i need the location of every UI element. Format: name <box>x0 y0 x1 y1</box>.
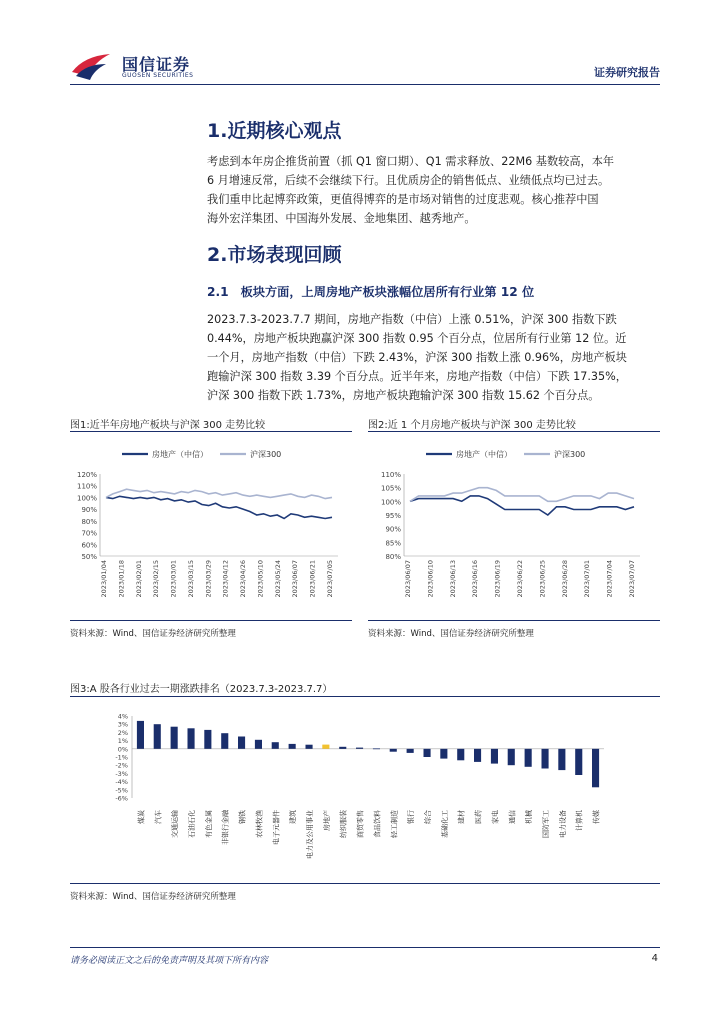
y-tick-label: 110% <box>76 482 97 491</box>
x-tick-label: 2023/01/04 <box>100 560 108 598</box>
figure-3-title: 图3:A 股各行业过去一期涨跌排名（2023.7.3-2023.7.7） <box>70 684 333 695</box>
bar-4 <box>204 730 211 749</box>
guosen-logo-icon <box>70 50 118 82</box>
bar-6 <box>238 737 245 749</box>
y-tick-label: -4% <box>115 778 128 787</box>
y-tick-label: -3% <box>115 769 128 778</box>
x-tick-label: 2023/05/10 <box>256 560 265 598</box>
x-tick-label: 2023/06/10 <box>426 560 435 598</box>
bar-1 <box>154 724 161 749</box>
figure-1-bottom-rule <box>70 620 352 621</box>
category-label: 电力设备 <box>558 810 567 838</box>
x-tick-label: 2023/06/07 <box>291 560 300 598</box>
category-label: 有色金属 <box>204 810 213 838</box>
x-tick-label: 2023/06/19 <box>493 560 502 598</box>
y-tick-label: -5% <box>115 786 128 795</box>
x-tick-label: 2023/07/04 <box>605 560 614 598</box>
category-label: 房地产 <box>322 810 331 831</box>
figure-3-source: 资料来源：Wind、国信证券经济研究所整理 <box>70 892 236 902</box>
bar-2 <box>171 727 178 749</box>
category-label: 机械 <box>525 810 534 824</box>
y-tick-label: 70% <box>81 529 97 538</box>
category-label: 银行 <box>407 810 416 824</box>
logo-text-cn: 国信证券 <box>122 55 191 74</box>
bar-24 <box>542 749 549 769</box>
x-tick-label: 2023/03/01 <box>169 560 178 598</box>
category-label: 煤炭 <box>137 810 146 824</box>
y-tick-label: -1% <box>115 753 128 762</box>
paragraph-line: 沪深 300 指数下跌 1.73%，房地产板块跑输沪深 300 指数 15.62 个百分点。 <box>207 389 600 402</box>
y-tick-label: 100% <box>380 498 401 507</box>
bar-11 <box>322 745 329 749</box>
y-tick-label: 0% <box>117 745 128 754</box>
x-tick-label: 2023/03/15 <box>186 560 195 598</box>
bar-8 <box>272 742 279 749</box>
category-label: 基础化工 <box>440 810 449 838</box>
bar-12 <box>339 747 346 749</box>
category-label: 通信 <box>508 810 517 824</box>
header-divider <box>70 84 660 85</box>
paragraph-line: 2023.7.3-2023.7.7 期间，房地产指数（中信）上涨 0.51%，沪深 300 指数下跌 <box>207 313 617 326</box>
section-1-title: 1.近期核心观点 <box>207 120 342 142</box>
figure-3-title-rule <box>70 696 660 697</box>
bar-17 <box>424 749 431 757</box>
category-label: 纺织服装 <box>339 810 348 838</box>
x-tick-label: 2023/06/21 <box>308 560 317 598</box>
paragraph-line: 海外宏洋集团、中国海外发展、金地集团、越秀地产。 <box>207 212 476 225</box>
figure-2-source: 资料来源：Wind、国信证券经济研究所整理 <box>368 629 534 639</box>
legend-label: 房地产（中信） <box>456 450 512 459</box>
figure-2-line-chart <box>368 436 660 616</box>
category-label: 汽车 <box>154 810 163 824</box>
series-line-realestate <box>106 496 332 518</box>
x-tick-label: 2023/05/24 <box>273 560 282 598</box>
y-tick-label: 90% <box>385 525 401 534</box>
category-label: 计算机 <box>575 810 584 831</box>
bar-20 <box>474 749 481 762</box>
bar-9 <box>289 744 296 749</box>
category-label: 建材 <box>457 810 466 824</box>
y-tick-label: -6% <box>115 794 128 803</box>
bar-16 <box>407 749 414 753</box>
figure-1-line-chart <box>70 436 352 616</box>
bar-23 <box>525 749 532 767</box>
category-label: 建筑 <box>289 810 298 824</box>
category-label: 电子元器件 <box>272 810 281 845</box>
figure-1-source: 资料来源：Wind、国信证券经济研究所整理 <box>70 629 236 639</box>
page-number: 4 <box>651 953 658 964</box>
figure-3-bottom-rule <box>70 883 660 884</box>
y-tick-label: 90% <box>81 506 97 515</box>
legend-label: 沪深300 <box>554 450 586 459</box>
logo-text-en: GUOSEN SECURITIES <box>122 72 194 79</box>
category-label: 食品饮料 <box>373 810 382 838</box>
legend-label: 沪深300 <box>250 450 282 459</box>
paragraph-line: 一个月，房地产指数（中信）下跌 2.43%，沪深 300 指数上涨 0.96%，房地产板块 <box>207 351 627 364</box>
bar-10 <box>306 745 313 749</box>
bar-21 <box>491 749 498 764</box>
legend-label: 房地产（中信） <box>152 450 208 459</box>
category-label: 医药 <box>474 810 483 824</box>
y-tick-label: 95% <box>385 512 401 520</box>
figure-2-title-rule <box>368 431 660 432</box>
paragraph-line: 跑输沪深 300 指数 3.39 个百分点。近半年来，房地产指数（中信）下跌 17.35%， <box>207 370 627 383</box>
y-tick-label: 4% <box>117 712 128 721</box>
bar-18 <box>440 749 447 759</box>
category-label: 交通运输 <box>171 810 180 838</box>
paragraph-line: 考虑到本年房企推货前置（抓 Q1 窗口期）、Q1 需求释放、22M6 基数较高，本年 <box>207 155 615 168</box>
bar-22 <box>508 749 515 765</box>
category-label: 轻工制造 <box>390 810 399 838</box>
x-tick-label: 2023/07/07 <box>628 560 636 598</box>
category-label: 石油石化 <box>188 810 196 838</box>
category-label: 家电 <box>491 810 500 824</box>
category-label: 国防军工 <box>542 810 550 838</box>
y-tick-label: -2% <box>115 761 128 770</box>
category-label: 商贸零售 <box>356 810 365 838</box>
x-tick-label: 2023/02/15 <box>152 560 161 598</box>
x-tick-label: 2023/01/18 <box>117 560 126 598</box>
bar-3 <box>188 728 195 749</box>
y-tick-label: 80% <box>81 517 97 526</box>
y-tick-label: 120% <box>76 471 97 479</box>
paragraph-line: 6 月增速反常，后续不会继续下行。且优质房企的销售低点、业绩低点均已过去。 <box>207 174 610 187</box>
category-label: 综合 <box>424 810 432 824</box>
category-label: 传媒 <box>592 810 601 824</box>
x-tick-label: 2023/07/01 <box>583 560 592 598</box>
bar-27 <box>592 749 599 788</box>
x-tick-label: 2023/06/25 <box>538 560 547 598</box>
bar-19 <box>457 749 464 761</box>
section-1-paragraph <box>207 152 662 228</box>
x-tick-label: 2023/06/22 <box>516 560 524 598</box>
paragraph-line: 0.44%，房地产板块跑赢沪深 300 指数 0.95 个百分点，位居所有行业第 12 位。近 <box>207 332 627 345</box>
section-2-title: 2.市场表现回顾 <box>207 244 342 266</box>
subsection-heading: 板块方面，上周房地产板块涨幅位居所有行业第 12 位 <box>240 285 535 299</box>
y-tick-label: 105% <box>380 484 401 493</box>
footer-disclaimer: 请务必阅读正文之后的免责声明及其项下所有内容 <box>70 956 269 966</box>
bar-14 <box>373 748 380 749</box>
report-type-label: 证券研究报告 <box>594 66 660 79</box>
subsection-number: 2.1 <box>207 285 229 299</box>
x-tick-label: 2023/06/16 <box>471 560 480 598</box>
x-tick-label: 2023/06/07 <box>404 560 412 598</box>
category-label: 电力及公用事业 <box>306 810 314 859</box>
bar-13 <box>356 748 363 749</box>
category-label: 钢铁 <box>238 810 247 824</box>
x-tick-label: 2023/02/01 <box>134 560 143 598</box>
footer-divider <box>70 947 660 948</box>
bar-7 <box>255 740 262 749</box>
x-tick-label: 2023/03/29 <box>204 560 213 598</box>
x-tick-label: 2023/04/26 <box>239 560 248 598</box>
figure-2-title: 图2:近 1 个月房地产板块与沪深 300 走势比较 <box>368 420 576 431</box>
figure-2-bottom-rule <box>368 620 660 621</box>
bar-25 <box>558 749 565 770</box>
x-tick-label: 2023/06/13 <box>448 560 457 598</box>
y-tick-label: 2% <box>117 728 128 737</box>
y-tick-label: 85% <box>385 539 401 548</box>
figure-1-title-rule <box>70 431 352 432</box>
bar-26 <box>575 749 582 775</box>
figure-3-bar-chart <box>70 706 660 878</box>
y-tick-label: 50% <box>81 553 97 561</box>
y-tick-label: 100% <box>76 494 97 503</box>
category-label: 农林牧渔 <box>255 810 264 838</box>
x-tick-label: 2023/07/05 <box>326 560 334 598</box>
bar-15 <box>390 749 397 752</box>
subsection-2-1-title <box>207 283 534 300</box>
y-tick-label: 110% <box>380 471 401 479</box>
y-tick-label: 3% <box>117 720 128 729</box>
y-tick-label: 60% <box>81 541 97 550</box>
x-tick-label: 2023/06/28 <box>560 560 569 598</box>
bar-5 <box>221 733 228 749</box>
figure-1-title: 图1:近半年房地产板块与沪深 300 走势比较 <box>70 420 266 431</box>
section-2-paragraph <box>207 310 662 405</box>
category-label: 非银行金融 <box>221 810 230 845</box>
x-tick-label: 2023/04/12 <box>221 560 230 598</box>
y-tick-label: 1% <box>117 737 128 746</box>
bar-0 <box>137 721 144 749</box>
paragraph-line: 我们重申比起博弈政策，更值得博弈的是市场对销售的过度悲观。核心推荐中国 <box>207 193 599 206</box>
y-tick-label: 80% <box>385 553 401 561</box>
